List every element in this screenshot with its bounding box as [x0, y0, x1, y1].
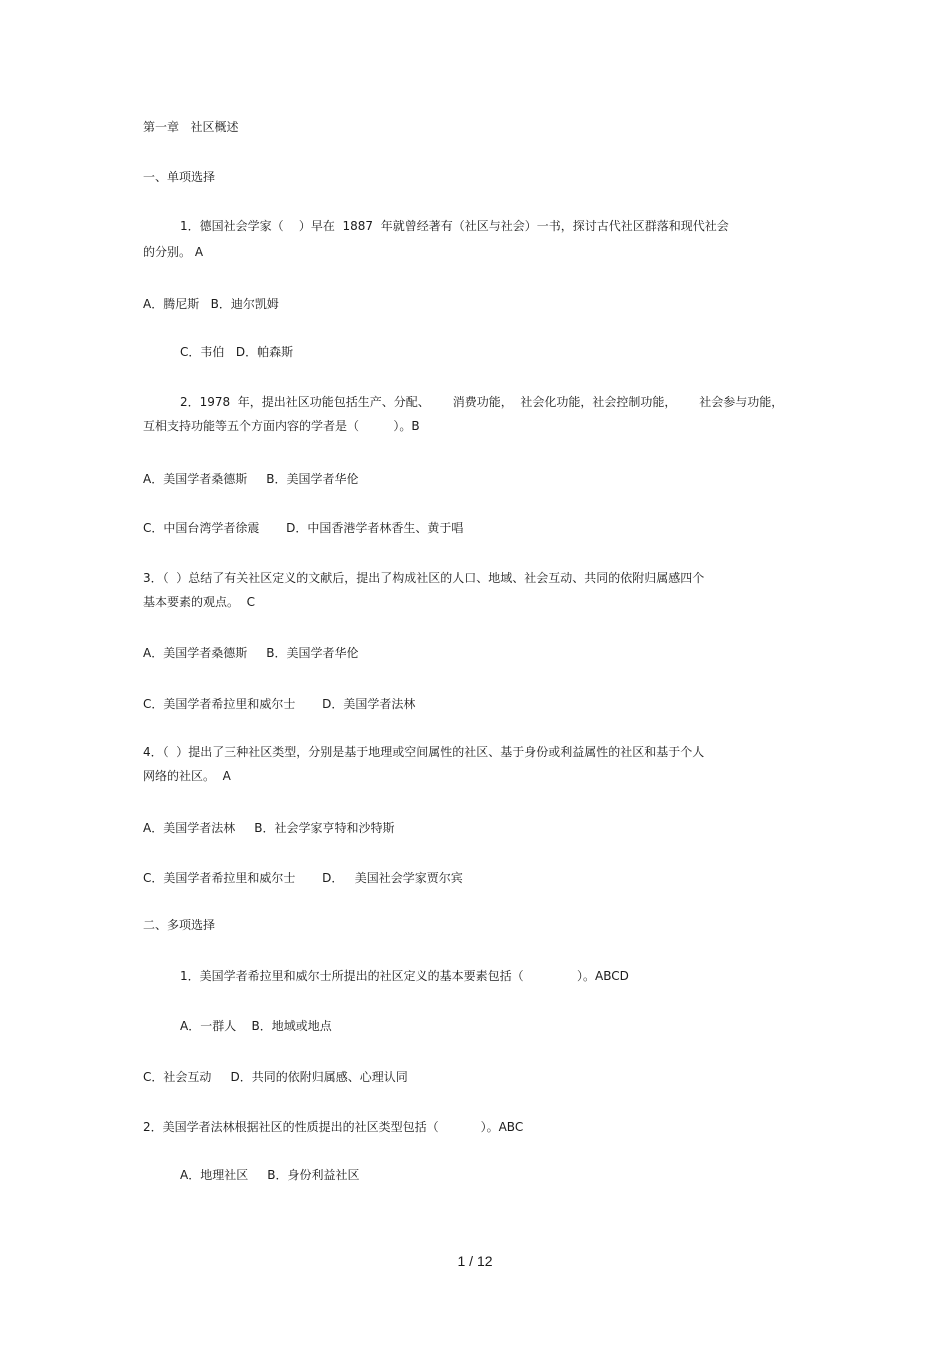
- multi-question-1-options-ab: A．一群人 B．地域或地点: [180, 1019, 332, 1033]
- multi-question-1-line-1: 1．美国学者希拉里和威尔士所提出的社区定义的基本要素包括（ ）。ABCD: [180, 969, 629, 983]
- question-2-options-cd: C．中国台湾学者徐震 D．中国香港学者林香生、黄于唱: [143, 521, 464, 535]
- section-heading-multiple-choice: 二、多项选择: [143, 918, 216, 932]
- question-4-options-cd: C．美国学者希拉里和威尔士 D． 美国社会学家贾尔宾: [143, 871, 463, 885]
- question-3-line-2: 基本要素的观点。 C: [143, 595, 256, 609]
- question-3-line-1: 3．（ ）总结了有关社区定义的文献后，提出了构成社区的人口、地域、社会互动、共同的依附归属感四个: [143, 571, 705, 585]
- question-3-options-ab: A．美国学者桑德斯 B．美国学者华伦: [143, 646, 359, 660]
- multi-question-1-options-cd: C．社会互动 D．共同的依附归属感、心理认同: [143, 1070, 408, 1084]
- question-2-line-1: 2．1978 年，提出社区功能包括生产、分配、 消费功能， 社会化功能，社会控制功能， 社会参与功能，: [180, 395, 784, 409]
- question-2-options-ab: A．美国学者桑德斯 B．美国学者华伦: [143, 472, 359, 486]
- question-1-line-1: 1．德国社会学家（ ）早在 1887 年就曾经著有（社区与社会）一书，探讨古代社区群落和现代社会: [180, 219, 729, 233]
- question-4-line-1: 4．（ ）提出了三种社区类型，分别是基于地理或空间属性的社区、基于身份或利益属性的社区和基于个人: [143, 745, 705, 759]
- question-1-options-ab: A．腾尼斯 B．迪尔凯姆: [143, 297, 279, 311]
- multi-question-2-line-1: 2．美国学者法林根据社区的性质提出的社区类型包括（ ）。ABC: [143, 1120, 524, 1134]
- section-heading-single-choice: 一、单项选择: [143, 170, 216, 184]
- chapter-title: 第一章 社区概述: [143, 120, 239, 134]
- question-4-options-ab: A．美国学者法林 B．社会学家亨特和沙特斯: [143, 821, 395, 835]
- question-3-options-cd: C．美国学者希拉里和威尔士 D．美国学者法林: [143, 697, 416, 711]
- multi-question-2-options-ab: A．地理社区 B．身份利益社区: [180, 1168, 360, 1182]
- question-4-line-2: 网络的社区。 A: [143, 769, 231, 783]
- page-number: 1 / 12: [457, 1253, 493, 1269]
- question-1-options-cd: C．韦伯 D．帕森斯: [180, 345, 294, 359]
- question-2-line-2: 互相支持功能等五个方面内容的学者是（ ）。B: [143, 419, 420, 433]
- question-1-line-2: 的分别。 A: [143, 245, 204, 259]
